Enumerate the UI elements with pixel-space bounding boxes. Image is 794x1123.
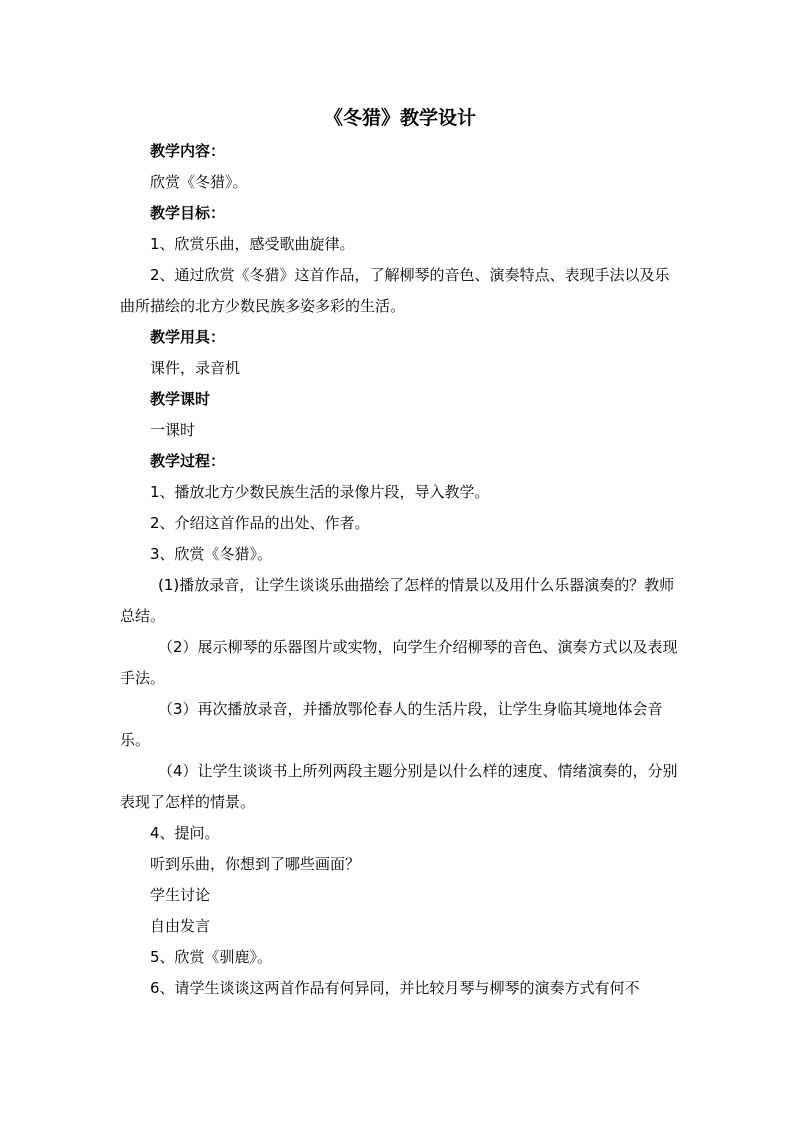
step-4-discuss: 学生讨论 — [150, 886, 211, 904]
section-tools-text: 课件，录音机 — [150, 359, 241, 377]
section-content-heading: 教学内容： — [150, 142, 226, 160]
section-tools-heading: 教学用具： — [150, 328, 226, 346]
step-3-sub-2: （2）展示柳琴的乐器图片或实物，向学生介绍柳琴的音色、演奏方式以及表现手法。 — [120, 638, 678, 687]
section-process-heading: 教学过程： — [150, 452, 226, 470]
step-3-sub-3: （3）再次播放录音，并播放鄂伦春人的生活片段，让学生身临其境地体会音乐。 — [120, 700, 663, 749]
section-content-text: 欣赏《冬猎》。 — [150, 173, 248, 191]
step-6: 6、请学生谈谈这两首作品有何异同，并比较月琴与柳琴的演奏方式有何不 — [150, 979, 640, 997]
step-2: 2、介绍这首作品的出处、作者。 — [150, 514, 370, 532]
goal-2: 2、通过欣赏《冬猎》这首作品，了解柳琴的音色、演奏特点、表现手法以及乐曲所描绘的北方少数民族多姿多彩的生活。 — [120, 266, 670, 315]
step-4: 4、提问。 — [150, 824, 220, 842]
step-3-sub-4: （4）让学生谈谈书上所列两段主题分别是以什么样的速度、情绪演奏的，分别表现了怎样的情景。 — [120, 762, 678, 811]
step-3-sub-1: (1)播放录音，让学生谈谈乐曲描绘了怎样的情景以及用什么乐器演奏的？教师总结。 — [120, 576, 675, 625]
section-hours-heading: 教学课时 — [150, 390, 211, 408]
document-page — [120, 100, 680, 1004]
step-1: 1、播放北方少数民族生活的录像片段，导入教学。 — [150, 483, 490, 501]
step-3: 3、欣赏《冬猎》。 — [150, 545, 273, 563]
section-goals-heading: 教学目标： — [150, 204, 226, 222]
document-title: 《冬猎》教学设计 — [323, 107, 476, 129]
step-4-question: 听到乐曲，你想到了哪些画面？ — [150, 855, 361, 873]
goal-1: 1、欣赏乐曲，感受歌曲旋律。 — [150, 235, 355, 253]
step-5: 5、欣赏《驯鹿》。 — [150, 948, 273, 966]
step-4-speak: 自由发言 — [150, 917, 211, 935]
section-hours-text: 一课时 — [150, 421, 196, 439]
